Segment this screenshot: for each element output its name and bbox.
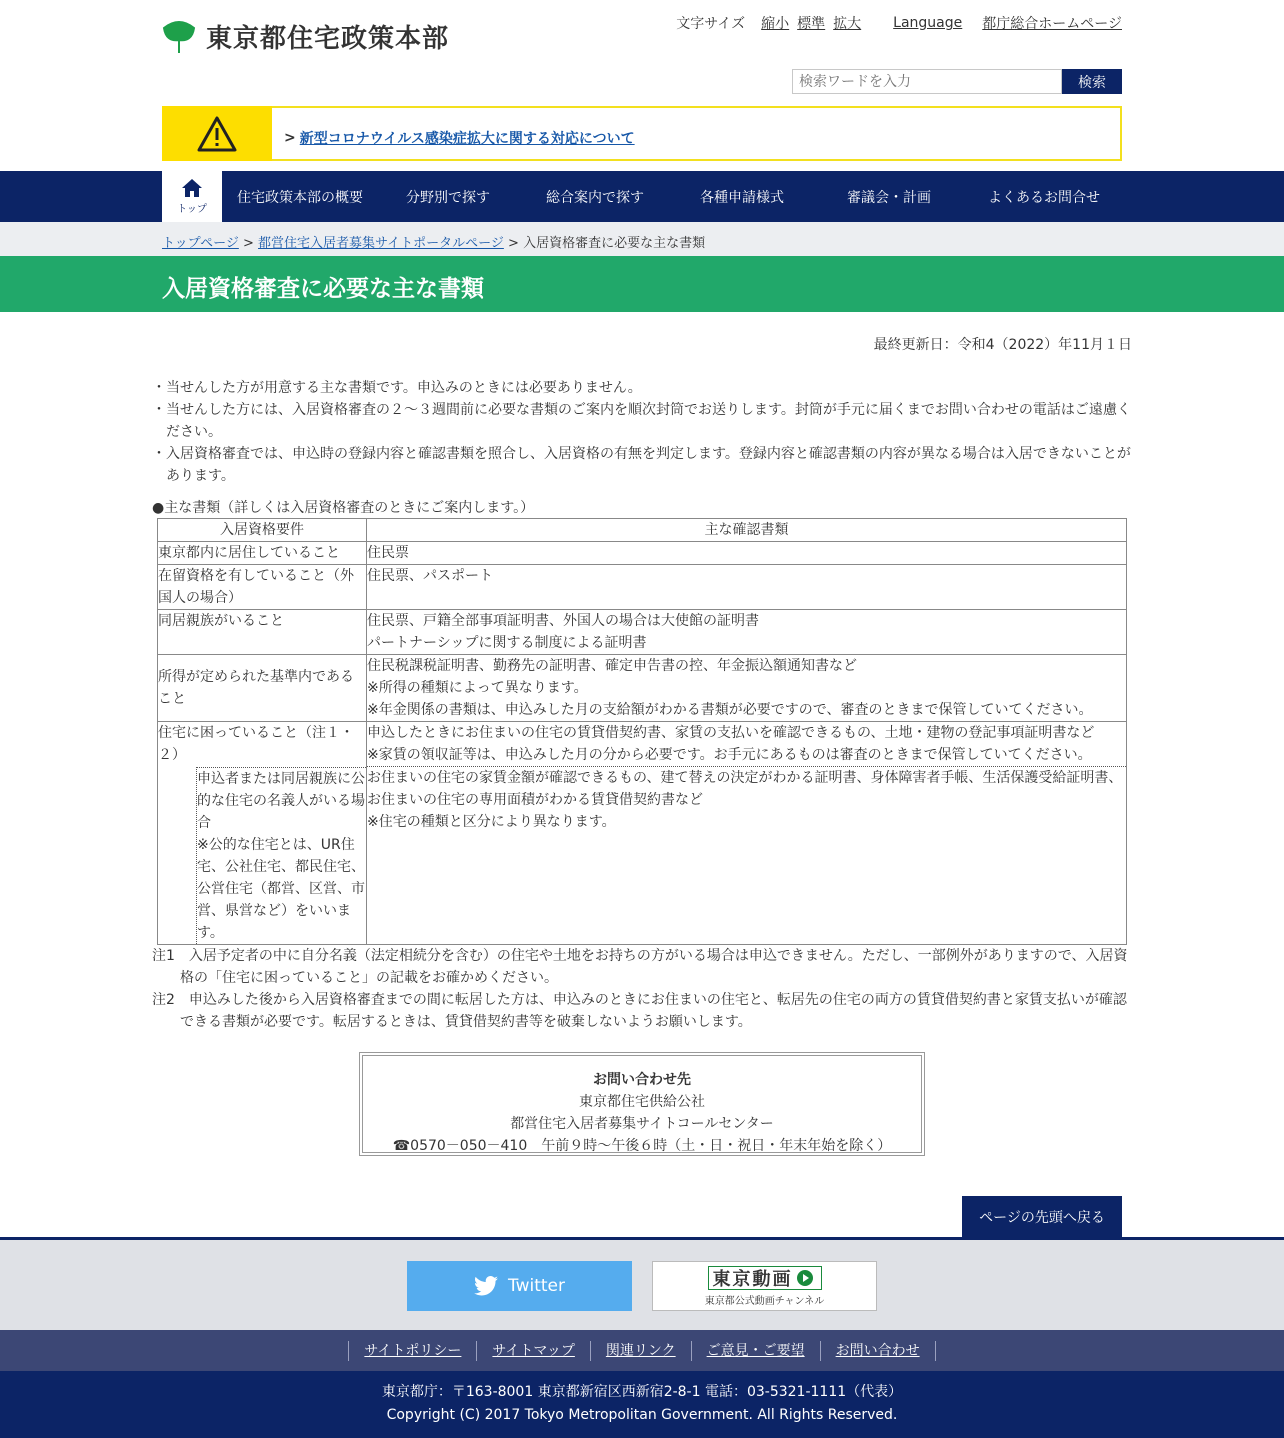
title-bar xyxy=(0,256,1284,312)
list-item: ・ 当せんした方には、入居資格審査の２～３週間前に必要な書類のご案内を順次封筒でお送りします。封筒が手元に届くまでお問い合わせの電話はご遠慮ください。 xyxy=(152,399,1134,443)
footer-address: 東京都庁：〒163-8001 東京都新宿区西新宿2-8-1 電話：03-5321-1111（代表） xyxy=(381,1384,903,1400)
site-title: 東京都住宅政策本部 xyxy=(206,24,450,54)
footer-copyright: Copyright (C) 2017 Tokyo Metropolitan Government. All Rights Reserved. xyxy=(386,1407,898,1423)
table-row xyxy=(158,610,1127,655)
breadcrumb-current: 入居資格審査に必要な主な書類 xyxy=(523,236,706,251)
table-row xyxy=(158,767,1127,945)
breadcrumb-separator: > xyxy=(242,236,254,251)
requirement-cell: 所得が定められた基準内であること xyxy=(158,655,367,722)
intro-bullets xyxy=(152,377,1134,487)
back-to-top-button[interactable]: ページの先頭へ戻る xyxy=(962,1196,1122,1238)
tokyo-movie-banner[interactable] xyxy=(652,1261,877,1311)
contact-phone: ☎0570－050－410 午前９時～午後６時（土・日・祝日・年末年始を除く） xyxy=(392,1138,892,1154)
nav-item-overview[interactable]: 住宅政策本部の概要 xyxy=(237,189,363,206)
covid-alert xyxy=(162,106,1122,161)
covid-alert-link[interactable]: 新型コロナウイルス感染症拡大に関する対応について xyxy=(299,130,635,147)
ginkgo-icon xyxy=(162,20,196,54)
footer-link-sitemap[interactable]: サイトマップ xyxy=(476,1341,589,1361)
utility-links xyxy=(676,13,1122,33)
documents-cell xyxy=(367,655,1127,722)
document-line: ※年金関係の書類は、申込みした月の支給額がわかる書類が必要ですので、審査のときまで保管していてください。 xyxy=(367,702,1093,718)
nav-home-label: トップ xyxy=(177,204,207,215)
search-button[interactable]: 検索 xyxy=(1062,69,1122,94)
alert-prefix: > xyxy=(284,129,296,146)
requirement-cell: 同居親族がいること xyxy=(158,610,367,655)
play-icon xyxy=(797,1270,813,1286)
breadcrumb-top[interactable]: トップページ xyxy=(162,236,239,251)
note-2: 注2 申込みした後から入居資格審査までの間に転居した方は、申込みのときにお住まいの住宅と、転居先の住宅の両方の賃貸借契約書と家賃支払いが確認できる書類が必要です。転居するときは、賃貸借契約書等を破棄しないようお願いします。 xyxy=(152,992,1127,1030)
list-item: ・ 入居資格審査では、申込時の登録内容と確認書類を照合し、入居資格の有無を判定します。登録内容と確認書類の内容が異なる場合は入居できないことがあります。 xyxy=(152,443,1134,487)
site-header xyxy=(0,0,1284,171)
alert-text xyxy=(272,108,635,159)
table-row xyxy=(158,655,1127,722)
document-line: ※所得の種類によって異なります。 xyxy=(367,680,588,696)
breadcrumb xyxy=(162,232,705,251)
language-link[interactable]: Language xyxy=(893,15,963,31)
list-item: ・ 当せんした方が用意する主な書類です。申込みのときには必要ありません。 xyxy=(152,377,1134,399)
document-line: 申込したときにお住まいの住宅の賃貸借契約書、家賃の支払いを確認できるもの、土地・建物の登記事項証明書など xyxy=(367,725,1095,741)
contact-center: 都営住宅入居者募集サイトコールセンター xyxy=(510,1116,774,1132)
nav-item-forms[interactable]: 各種申請様式 xyxy=(700,189,784,206)
search-input[interactable] xyxy=(792,69,1062,94)
site-search xyxy=(792,69,1122,94)
requirement-cell: 在留資格を有していること（外国人の場合） xyxy=(158,565,367,610)
footer-link-related[interactable]: 関連リンク xyxy=(590,1341,691,1361)
footer-links xyxy=(0,1330,1284,1371)
tokyo-movie-sub: 東京都公式動画チャンネル xyxy=(704,1295,825,1307)
notes xyxy=(152,945,1128,1033)
font-small-link[interactable]: 縮小 xyxy=(761,16,790,32)
table-row xyxy=(158,565,1127,610)
nav-home[interactable] xyxy=(162,171,222,222)
footer-link-feedback[interactable]: ご意見・ご要望 xyxy=(691,1341,820,1361)
documents-cell: 住民票、パスポート xyxy=(367,565,1127,610)
tokyo-movie-logo xyxy=(708,1266,822,1290)
breadcrumb-separator: > xyxy=(508,236,519,251)
note-1: 注1 入居予定者の中に自分名義（法定相続分を含む）の住宅や土地をお持ちの方がいる場合は申込できません。ただし、一部例外がありますので、入居資格の「住宅に困っていること」の記載をお確かめください。 xyxy=(152,948,1128,986)
table-row xyxy=(158,722,1127,767)
footer-divider xyxy=(935,1341,936,1361)
requirement-cell: 住宅に困っていること（注１・２） xyxy=(158,722,367,767)
twitter-banner[interactable] xyxy=(407,1261,632,1311)
nested-requirement: 申込者または同居親族に公的な住宅の名義人がいる場合 ※公的な住宅とは、UR住宅、公社住宅、都民住宅、公営住宅（都営、区営、市営、県営など）をいいます。 xyxy=(196,767,366,944)
documents-cell xyxy=(367,722,1127,767)
nav-item-by-field[interactable]: 分野別で探す xyxy=(406,189,490,206)
nav-item-guide[interactable]: 総合案内で探す xyxy=(546,189,644,206)
documents-cell xyxy=(367,610,1127,655)
requirement-cell-nested xyxy=(158,767,367,945)
column-header: 主な確認書類 xyxy=(367,519,1127,542)
home-icon xyxy=(181,178,203,198)
footer-bottom xyxy=(0,1371,1284,1438)
document-line: ※住宅の種類と区分により異なります。 xyxy=(367,814,616,830)
nav-item-council[interactable]: 審議会・計画 xyxy=(847,189,931,206)
twitter-icon xyxy=(474,1276,498,1296)
documents-cell xyxy=(367,767,1127,945)
nav-item-faq[interactable]: よくあるお問合せ xyxy=(988,189,1100,206)
warning-icon xyxy=(162,106,272,161)
global-nav xyxy=(0,171,1284,222)
document-line: お住まいの住宅の家賃金額が確認できるもの、建て替えの決定がわかる証明書、身体障害者手帳、生活保護受給証明書、お住まいの住宅の専用面積がわかる賃貸借契約書など xyxy=(367,770,1123,808)
documents-cell: 住民票 xyxy=(367,542,1127,565)
site-logo[interactable] xyxy=(162,18,449,55)
documents-table xyxy=(157,518,1127,945)
tokyo-movie-label: 東京動画 xyxy=(712,1268,793,1290)
column-header: 入居資格要件 xyxy=(158,519,367,542)
docs-heading: ●主な書類（詳しくは入居資格審査のときにご案内します。） xyxy=(152,500,535,516)
table-row xyxy=(158,542,1127,565)
contact-box xyxy=(359,1052,925,1156)
breadcrumb-portal[interactable]: 都営住宅入居者募集サイトポータルページ xyxy=(258,236,504,251)
footer-link-site-policy[interactable]: サイトポリシー xyxy=(348,1341,476,1361)
footer-sns xyxy=(0,1237,1284,1330)
font-large-link[interactable]: 拡大 xyxy=(833,16,862,32)
twitter-label: Twitter xyxy=(508,1276,565,1296)
last-updated: 最終更新日：令和4（2022）年11月１日 xyxy=(873,337,1132,353)
document-line: 住民票、戸籍全部事項証明書、外国人の場合は大使館の証明書 xyxy=(367,613,759,629)
metro-home-link[interactable]: 都庁総合ホームページ xyxy=(982,16,1122,32)
page-title: 入居資格審査に必要な主な書類 xyxy=(162,276,484,302)
table-header-row xyxy=(158,519,1127,542)
document-line: ※家賃の領収証等は、申込みした月の分から必要です。お手元にあるものは審査のときまで保管していてください。 xyxy=(367,747,1092,763)
document-line: パートナーシップに関する制度による証明書 xyxy=(367,635,647,651)
font-size-label: 文字サイズ xyxy=(676,16,746,32)
font-standard-link[interactable]: 標準 xyxy=(797,16,826,32)
requirement-cell: 東京都内に居住していること xyxy=(158,542,367,565)
document-line: 住民税課税証明書、勤務先の証明書、確定申告書の控、年金振込額通知書など xyxy=(367,658,857,674)
contact-title: お問い合わせ先 xyxy=(593,1072,691,1088)
footer-link-contact[interactable]: お問い合わせ xyxy=(820,1341,935,1361)
breadcrumb-bar xyxy=(0,222,1284,256)
contact-org: 東京都住宅供給公社 xyxy=(579,1094,705,1110)
